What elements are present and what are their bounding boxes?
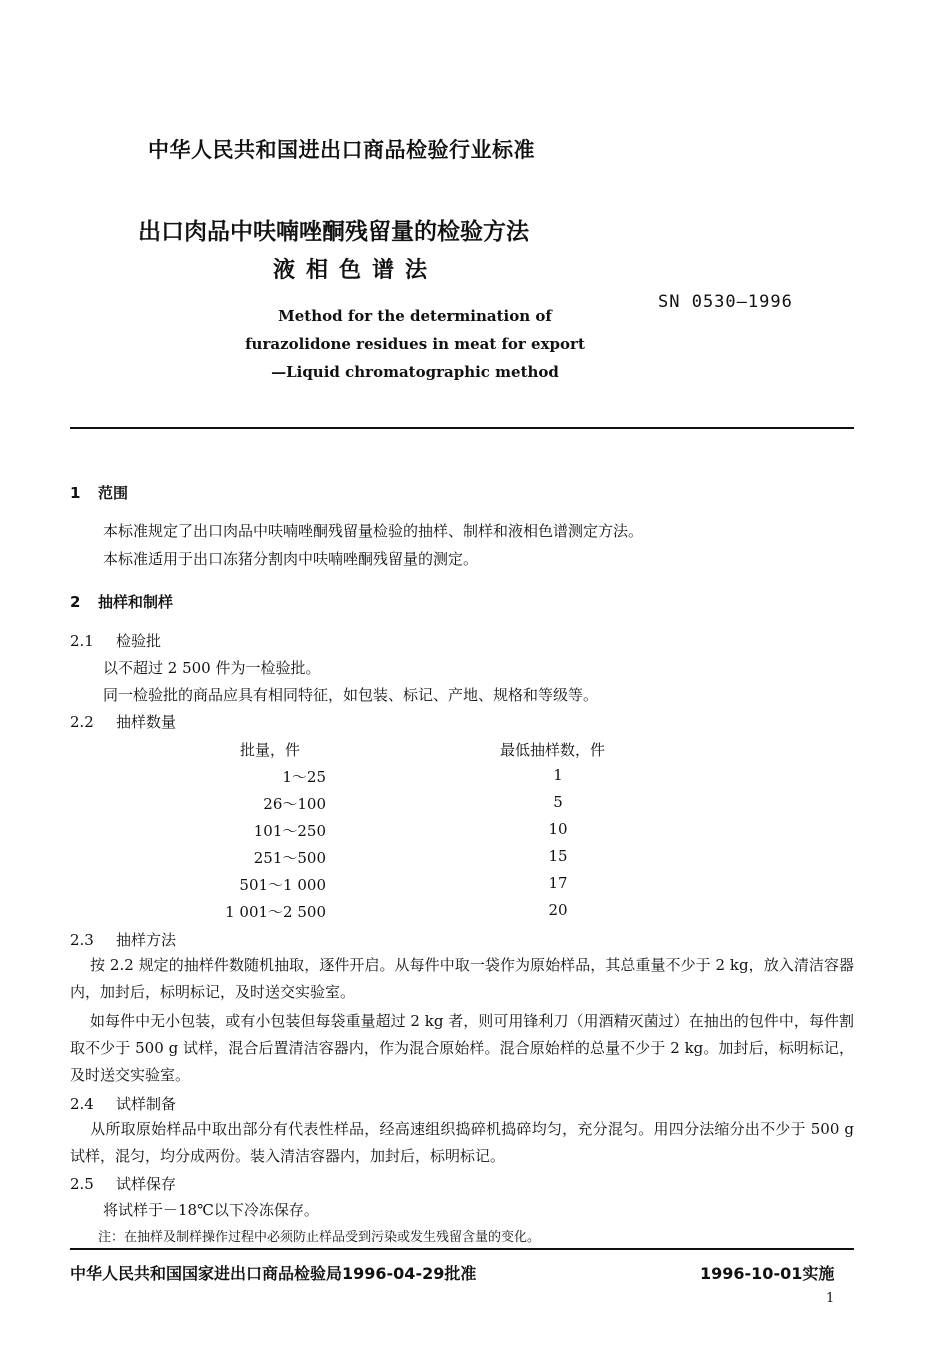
section-title: 范围 xyxy=(98,484,129,502)
table-cell-batch: 251～500 xyxy=(253,849,326,867)
issuing-org-header: 中华人民共和国进出口商品检验行业标准 xyxy=(148,138,535,162)
section-title: 抽样和制样 xyxy=(98,593,174,611)
paragraph: 本标准规定了出口肉品中呋喃唑酮残留量检验的抽样、制样和液相色谱测定方法。 xyxy=(103,522,644,540)
paragraph-text: 按 2.2 规定的抽样件数随机抽取，逐件开启。从每件中取一袋作为原始样品，其总重量不少于 2 kg，放入清洁容器内，加封后，标明标记，及时送交实验室。 xyxy=(70,956,854,1001)
document-subtitle-cn: 液相色谱法 xyxy=(273,258,439,283)
table-cell-min: 10 xyxy=(548,820,568,838)
subsection-number: 2.3 xyxy=(70,931,94,949)
section-heading-1 xyxy=(70,482,128,503)
subsection-title: 试样保存 xyxy=(116,1175,177,1193)
paragraph: 本标准适用于出口冻猪分割肉中呋喃唑酮残留量的测定。 xyxy=(103,550,479,568)
document-title-en-line-2: furazolidone residues in meat for export xyxy=(245,335,585,353)
table-cell-batch: 26～100 xyxy=(263,795,326,813)
page-number: 1 xyxy=(826,1291,835,1306)
section-number: 1 xyxy=(70,484,81,502)
document-title-en-line-3: —Liquid chromatographic method xyxy=(271,363,559,381)
table-cell-min: 17 xyxy=(548,874,568,892)
section-number: 2 xyxy=(70,593,81,611)
section-heading-2 xyxy=(70,591,173,612)
paragraph-text: 从所取原始样品中取出部分有代表性样品，经高速组织捣碎机捣碎均匀，充分混匀。用四分法缩分出不少于 500 g 试样，混匀，均分成两份。装入清洁容器内，加封后，标明标记。 xyxy=(70,1120,854,1165)
table-cell-batch: 501～1 000 xyxy=(239,876,326,894)
subsection-title: 抽样方法 xyxy=(116,931,177,949)
table-header-min-samples: 最低抽样数，件 xyxy=(500,741,606,759)
subsection-number: 2.2 xyxy=(70,713,94,731)
table-cell-batch: 1～25 xyxy=(282,768,326,786)
subsection-heading-2-1 xyxy=(70,630,161,651)
effective-date: 1996-10-01实施 xyxy=(700,1264,835,1283)
subsection-number: 2.4 xyxy=(70,1095,94,1113)
table-cell-min: 5 xyxy=(553,793,563,811)
subsection-heading-2-3 xyxy=(70,929,176,950)
subsection-number: 2.1 xyxy=(70,632,94,650)
approval-line: 中华人民共和国国家进出口商品检验局1996-04-29批准 xyxy=(70,1264,477,1283)
note: 注：在抽样及制样操作过程中必须防止样品受到污染或发生残留含量的变化。 xyxy=(98,1230,541,1245)
subsection-heading-2-5 xyxy=(70,1173,176,1194)
subsection-title: 检验批 xyxy=(116,632,162,650)
table-cell-min: 1 xyxy=(553,766,563,784)
table-cell-batch: 1 001～2 500 xyxy=(225,903,326,921)
table-header-batch: 批量，件 xyxy=(240,741,301,759)
footer-divider xyxy=(70,1248,854,1250)
table-cell-min: 20 xyxy=(548,901,568,919)
document-title-en-line-1: Method for the determination of xyxy=(278,307,552,325)
subsection-title: 试样制备 xyxy=(116,1095,177,1113)
paragraph: 将试样于－18℃以下冷冻保存。 xyxy=(103,1201,319,1219)
subsection-heading-2-4 xyxy=(70,1093,176,1114)
table-cell-min: 15 xyxy=(548,847,568,865)
paragraph: 以不超过 2 500 件为一检验批。 xyxy=(103,659,321,677)
paragraph-text: 如每件中无小包装，或有小包装但每袋重量超过 2 kg 者，则可用锋利刀（用酒精灭菌过）在抽出的包件中，每件割取不少于 500 g 试样，混合后置清洁容器内，作为混合原始样。混合原始样的总量不少于 2 kg。加封后，标明标记，及时送交实验室。 xyxy=(70,1012,854,1084)
standard-code: SN 0530—1996 xyxy=(658,292,793,312)
header-divider xyxy=(70,427,854,429)
paragraph xyxy=(70,1116,854,1170)
subsection-title: 抽样数量 xyxy=(116,713,177,731)
paragraph xyxy=(70,952,854,1006)
subsection-number: 2.5 xyxy=(70,1175,94,1193)
paragraph: 同一检验批的商品应具有相同特征，如包装、标记、产地、规格和等级等。 xyxy=(103,686,599,704)
subsection-heading-2-2 xyxy=(70,711,176,732)
document-title-cn: 出口肉品中呋喃唑酮残留量的检验方法 xyxy=(138,219,529,245)
paragraph xyxy=(70,1008,854,1089)
table-cell-batch: 101～250 xyxy=(253,822,326,840)
